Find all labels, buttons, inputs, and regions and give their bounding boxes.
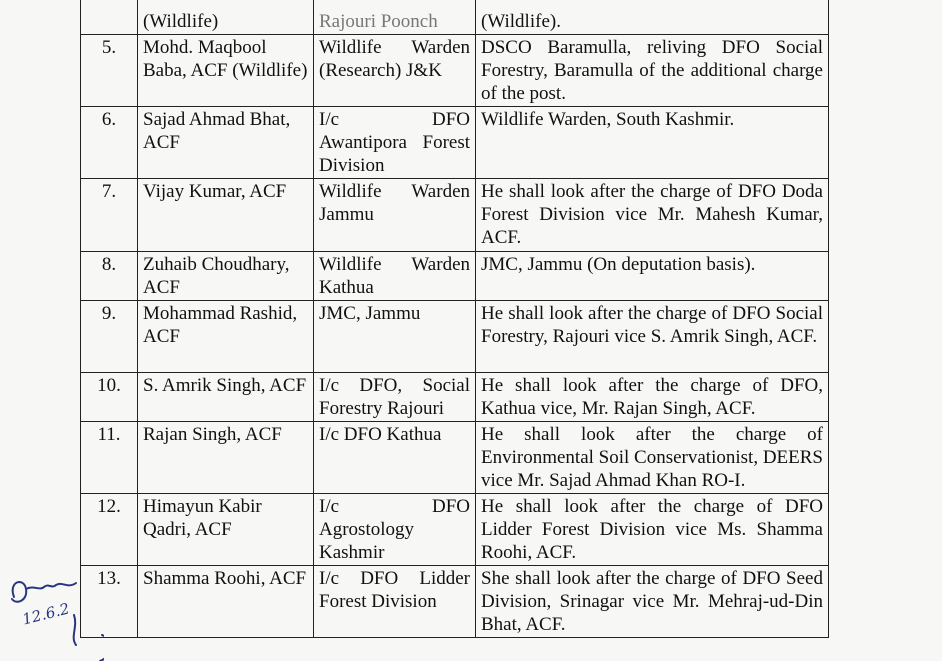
row-from: JMC, Jammu [314, 301, 476, 373]
row-to: Wildlife Warden, South Kashmir. [476, 107, 829, 179]
table-row [81, 373, 829, 422]
row-name: Mohd. Maqbool Baba, ACF (Wildlife) [138, 35, 314, 107]
row-name: Mohammad Rashid, ACF [138, 301, 314, 373]
transfer-table [80, 0, 829, 638]
row-sno: 8. [81, 252, 138, 301]
row-name: Shamma Roohi, ACF [138, 566, 314, 638]
row-to: (Wildlife). [476, 0, 829, 35]
row-sno: 6. [81, 107, 138, 179]
row-name: Zuhaib Choudhary, ACF [138, 252, 314, 301]
table-row [81, 494, 829, 566]
row-from: Wildlife Warden (Research) J&K [314, 35, 476, 107]
row-sno: 11. [81, 422, 138, 494]
row-from: Wildlife Warden Jammu [314, 179, 476, 252]
table-row [81, 0, 829, 35]
row-from: I/c DFO Lidder Forest Division [314, 566, 476, 638]
row-to: He shall look after the charge of DFO Lidder Forest Division vice Ms. Shamma Roohi, ACF. [476, 494, 829, 566]
row-sno: 7. [81, 179, 138, 252]
row-from: Wildlife Warden Kathua [314, 252, 476, 301]
table-row [81, 566, 829, 638]
row-sno: 9. [81, 301, 138, 373]
table-row [81, 252, 829, 301]
row-to: He shall look after the charge of DFO Doda Forest Division vice Mr. Mahesh Kumar, ACF. [476, 179, 829, 252]
row-sno: 13. [81, 566, 138, 638]
row-name: (Wildlife) [138, 0, 314, 35]
table-row [81, 422, 829, 494]
row-name: Rajan Singh, ACF [138, 422, 314, 494]
row-to: JMC, Jammu (On deputation basis). [476, 252, 829, 301]
row-to: He shall look after the charge of DFO, Kathua vice, Mr. Rajan Singh, ACF. [476, 373, 829, 422]
table-row [81, 35, 829, 107]
table-row [81, 301, 829, 373]
row-to: DSCO Baramulla, reliving DFO Social Forestry, Baramulla of the additional charge of the post. [476, 35, 829, 107]
row-from: I/c DFO Awantipora Forest Division [314, 107, 476, 179]
row-name: Himayun Kabir Qadri, ACF [138, 494, 314, 566]
row-from: I/c DFO Kathua [314, 422, 476, 494]
table-row [81, 107, 829, 179]
row-sno [81, 0, 138, 35]
row-from: I/c DFO Agrostology Kashmir [314, 494, 476, 566]
row-sno: 5. [81, 35, 138, 107]
row-name: S. Amrik Singh, ACF [138, 373, 314, 422]
row-to: She shall look after the charge of DFO Seed Division, Srinagar vice Mr. Mehraj-ud-Din Bhat, ACF. [476, 566, 829, 638]
table-row [81, 179, 829, 252]
row-name: Sajad Ahmad Bhat, ACF [138, 107, 314, 179]
row-from: I/c DFO, Social Forestry Rajouri [314, 373, 476, 422]
row-sno: 12. [81, 494, 138, 566]
signature-date: 12.6.2 [20, 599, 72, 629]
row-to: He shall look after the charge of Environmental Soil Conservationist, DEERS vice Mr. Sajad Ahmad Khan RO-I. [476, 422, 829, 494]
row-sno: 10. [81, 373, 138, 422]
row-to: He shall look after the charge of DFO Social Forestry, Rajouri vice S. Amrik Singh, ACF. [476, 301, 829, 373]
row-name: Vijay Kumar, ACF [138, 179, 314, 252]
row-from: Rajouri Poonch [314, 0, 476, 35]
